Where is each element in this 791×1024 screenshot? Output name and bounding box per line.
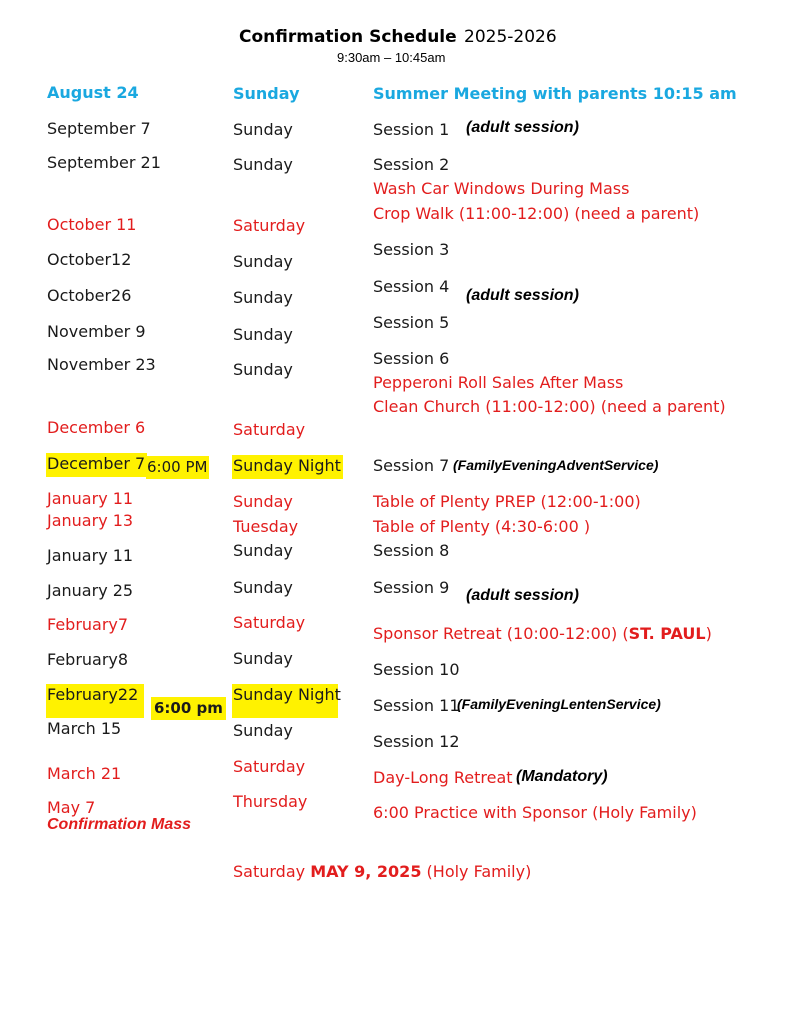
note-jan25: (adult session) xyxy=(466,587,579,604)
day-mar21: Saturday xyxy=(233,757,306,776)
day-oct12: Sunday xyxy=(233,252,293,271)
event-feb8: Session 10 xyxy=(373,660,460,679)
note-sep7: (adult session) xyxy=(466,119,579,136)
day-nov9: Sunday xyxy=(233,325,293,344)
day-mar15: Sunday xyxy=(233,721,293,740)
date-mar21: March 21 xyxy=(47,764,122,783)
day-dec7: Sunday Night xyxy=(232,455,343,479)
date-feb8: February8 xyxy=(47,650,129,669)
event-sep21: Session 2 xyxy=(373,155,450,174)
date-feb7: February7 xyxy=(47,615,129,634)
confirmation-date xyxy=(233,862,531,882)
event-dec7: Session 7 xyxy=(373,456,450,475)
date-jan13: January 13 xyxy=(47,511,134,530)
day-jan25: Sunday xyxy=(233,578,293,597)
day-nov23: Sunday xyxy=(233,360,293,379)
day-oct11: Saturday xyxy=(233,216,306,235)
footer-location: (Holy Family) xyxy=(426,862,532,881)
date-jan11b: January 11 xyxy=(47,546,134,565)
time-dec7: 6:00 PM xyxy=(146,456,209,479)
event-aug24: Summer Meeting with parents 10:15 am xyxy=(373,84,737,103)
event-oct26: Session 4 xyxy=(373,277,450,296)
time-feb22: 6:00 pm xyxy=(151,697,226,720)
event2-nov23: Pepperoni Roll Sales After Mass xyxy=(373,373,624,392)
event-jan11b: Session 8 xyxy=(373,541,450,560)
date-nov9: November 9 xyxy=(47,322,146,341)
confirmation-mass-label: Confirmation Mass xyxy=(47,816,192,833)
date-aug24: August 24 xyxy=(47,83,139,102)
event-feb7-close: ) xyxy=(705,624,712,643)
note-oct26: (adult session) xyxy=(466,287,579,304)
event-may7: 6:00 Practice with Sponsor (Holy Family) xyxy=(373,803,697,822)
date-oct12: October12 xyxy=(47,250,132,269)
event-mar15: Session 12 xyxy=(373,732,460,751)
event-feb7-location: ST. PAUL xyxy=(628,624,706,643)
note-feb22: (FamilyEveningLentenService) xyxy=(457,696,661,712)
day-oct26: Sunday xyxy=(233,288,293,307)
event-mar21: Day-Long Retreat xyxy=(373,768,513,787)
day-dec6: Saturday xyxy=(233,420,306,439)
note-dec7: (FamilyEveningAdventService) xyxy=(453,457,659,473)
school-year: 2025-2026 xyxy=(464,27,557,47)
date-dec6: December 6 xyxy=(47,418,146,437)
event-sep7: Session 1 xyxy=(373,120,450,139)
event-feb7-text: Sponsor Retreat (10:00-12:00) ( xyxy=(373,624,629,643)
date-dec7: December 7 xyxy=(46,453,147,477)
event-nov23: Session 6 xyxy=(373,349,450,368)
date-mar15: March 15 xyxy=(47,719,122,738)
date-sep21: September 21 xyxy=(47,153,161,172)
page-title: Confirmation Schedule xyxy=(239,27,457,47)
day-jan11a: Sunday xyxy=(233,492,293,511)
day-jan11b: Sunday xyxy=(233,541,293,560)
event-jan11a: Table of Plenty PREP (12:00-1:00) xyxy=(373,492,641,511)
event-nov9: Session 5 xyxy=(373,313,450,332)
event-jan25: Session 9 xyxy=(373,578,450,597)
event-oct12: Session 3 xyxy=(373,240,450,259)
footer-day: Saturday xyxy=(233,862,306,881)
session-time: 9:30am – 10:45am xyxy=(337,50,446,65)
footer-date: MAY 9, 2025 xyxy=(310,862,422,881)
event-feb7 xyxy=(373,624,712,644)
date-may7: May 7 xyxy=(47,798,96,817)
date-sep7: September 7 xyxy=(47,119,151,138)
date-feb22: February22 xyxy=(47,685,139,704)
note-mar21: (Mandatory) xyxy=(516,768,608,785)
date-jan11a: January 11 xyxy=(47,489,134,508)
day-jan13: Tuesday xyxy=(233,517,299,536)
event2-sep21: Wash Car Windows During Mass xyxy=(373,179,630,198)
day-feb8: Sunday xyxy=(233,649,293,668)
event3-sep21: Crop Walk (11:00-12:00) (need a parent) xyxy=(373,204,700,223)
date-oct11: October 11 xyxy=(47,215,137,234)
event-jan13: Table of Plenty (4:30-6:00 ) xyxy=(373,517,591,536)
day-feb7: Saturday xyxy=(233,613,306,632)
event-feb22: Session 11 xyxy=(373,696,460,715)
day-aug24: Sunday xyxy=(233,84,300,103)
day-sep7: Sunday xyxy=(233,120,293,139)
date-nov23: November 23 xyxy=(47,355,156,374)
event3-nov23: Clean Church (11:00-12:00) (need a parent) xyxy=(373,397,726,416)
day-sep21: Sunday xyxy=(233,155,293,174)
day-may7: Thursday xyxy=(233,792,308,811)
day-feb22: Sunday Night xyxy=(233,685,341,704)
date-jan25: January 25 xyxy=(47,581,134,600)
date-oct26: October26 xyxy=(47,286,132,305)
